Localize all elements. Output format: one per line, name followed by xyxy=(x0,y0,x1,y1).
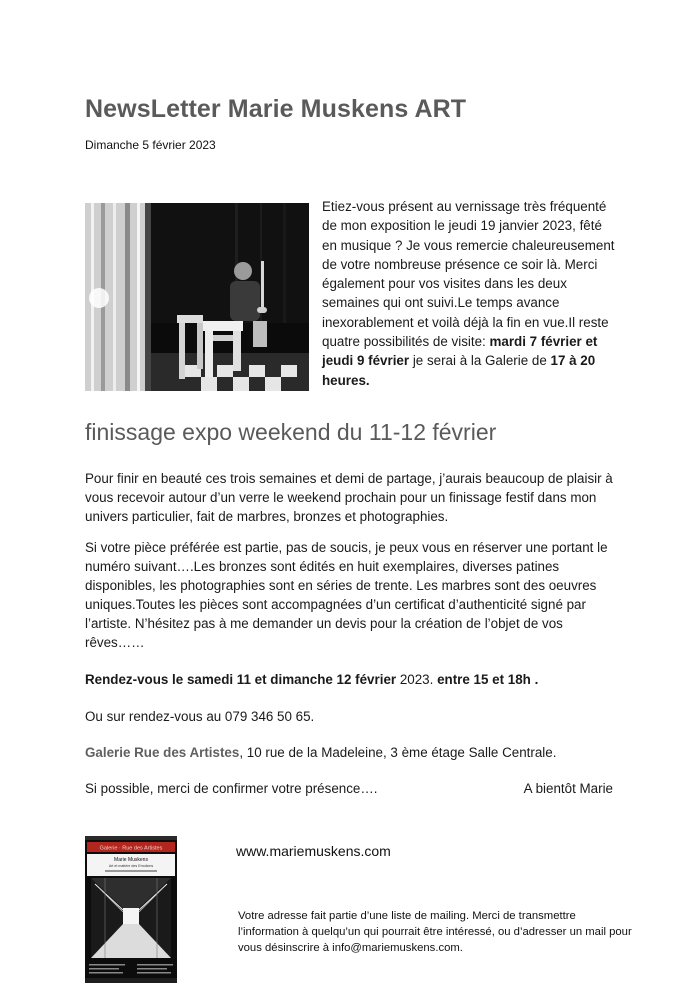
mailing-disclaimer: Votre adresse fait partie d’une liste de mailing. Merci de transmettre l’information à quelqu’un qui pourrait être intéressé, ou d’adresser un mail pour vous désinscrire à info@mariemuskens.com. xyxy=(238,910,632,954)
poster-subtitle: Art et matière des Emotions xyxy=(108,864,154,868)
gallery-address: , 10 rue de la Madeleine, 3 ème étage Salle Centrale. xyxy=(239,745,557,760)
exhibition-photo-graphic xyxy=(85,203,309,391)
intro-visit-dates: mardi 7 février et jeudi 9 février xyxy=(322,334,598,369)
intro-text: Etiez-vous présent au vernissage très fréquenté de mon exposition le jeudi 19 janvier 2023, fêté en musique ? Je vous remercie chaleureusement de votre nombreuse présence ce soir là. Merci également pour vos visites dans les deux semaines qui ont suivi.Le temps avance inexorablement et voilà déjà la fin en vue.Il reste quatre possibilités de visite: xyxy=(322,199,615,350)
phone-line: Ou sur rendez-vous au 079 346 50 65. xyxy=(85,709,315,724)
intro-paragraph xyxy=(322,197,618,390)
intro-text-middle: je serai à la Galerie de xyxy=(409,353,551,369)
intro-visit-hours: 17 à 20 heures. xyxy=(322,353,596,388)
newsletter-body xyxy=(85,469,625,810)
rendezvous-year: 2023. xyxy=(396,672,438,687)
paragraph-reservation: Si votre pièce préférée est partie, pas de soucis, je peux vous en réserver une portant le numéro suivant….Les bronzes sont édités en huit exemplaires, diverses patines disponibles, les photographies sont en séries de trente. Les marbres sont des oeuvres uniques.Toutes les pièces sont accompagnées d’un certificat d’authenticité signé par l’artiste. N’hésitez pas à me demander un devis pour la création de l’objet de vos rêves…… xyxy=(85,540,608,650)
paragraph-finissage: Pour finir en beauté ces trois semaines et demi de partage, j’aurais beaucoup de plaisir à vous recevoir autour d’un verre le weekend prochain pour un finissage festif dans mon univers particulier, fait de marbres, bronzes et photographies. xyxy=(85,471,613,524)
signoff-text: A bientôt Marie xyxy=(523,781,613,796)
rendezvous-dates: Rendez-vous le samedi 11 et dimanche 12 février xyxy=(85,672,397,687)
closing-line xyxy=(85,779,625,798)
section-subtitle: finissage expo weekend du 11-12 février xyxy=(85,419,497,445)
rendezvous-time: entre 15 et 18h . xyxy=(437,672,539,687)
exhibition-photo xyxy=(85,203,309,391)
poster-graphic xyxy=(85,836,177,983)
gallery-name: Galerie Rue des Artistes xyxy=(85,745,240,760)
poster-artist: Marie Muskens xyxy=(114,857,148,863)
newsletter-date: Dimanche 5 février 2023 xyxy=(85,138,216,152)
confirm-text: Si possible, merci de confirmer votre présence…. xyxy=(85,781,378,796)
newsletter-title: NewsLetter Marie Muskens ART xyxy=(85,95,467,123)
poster-banner: Galerie · Rue des Artistes xyxy=(99,845,163,852)
rendezvous-line xyxy=(85,670,625,689)
gallery-line xyxy=(85,743,625,762)
website-link[interactable]: www.mariemuskens.com xyxy=(236,843,391,859)
exhibition-poster xyxy=(85,836,177,983)
